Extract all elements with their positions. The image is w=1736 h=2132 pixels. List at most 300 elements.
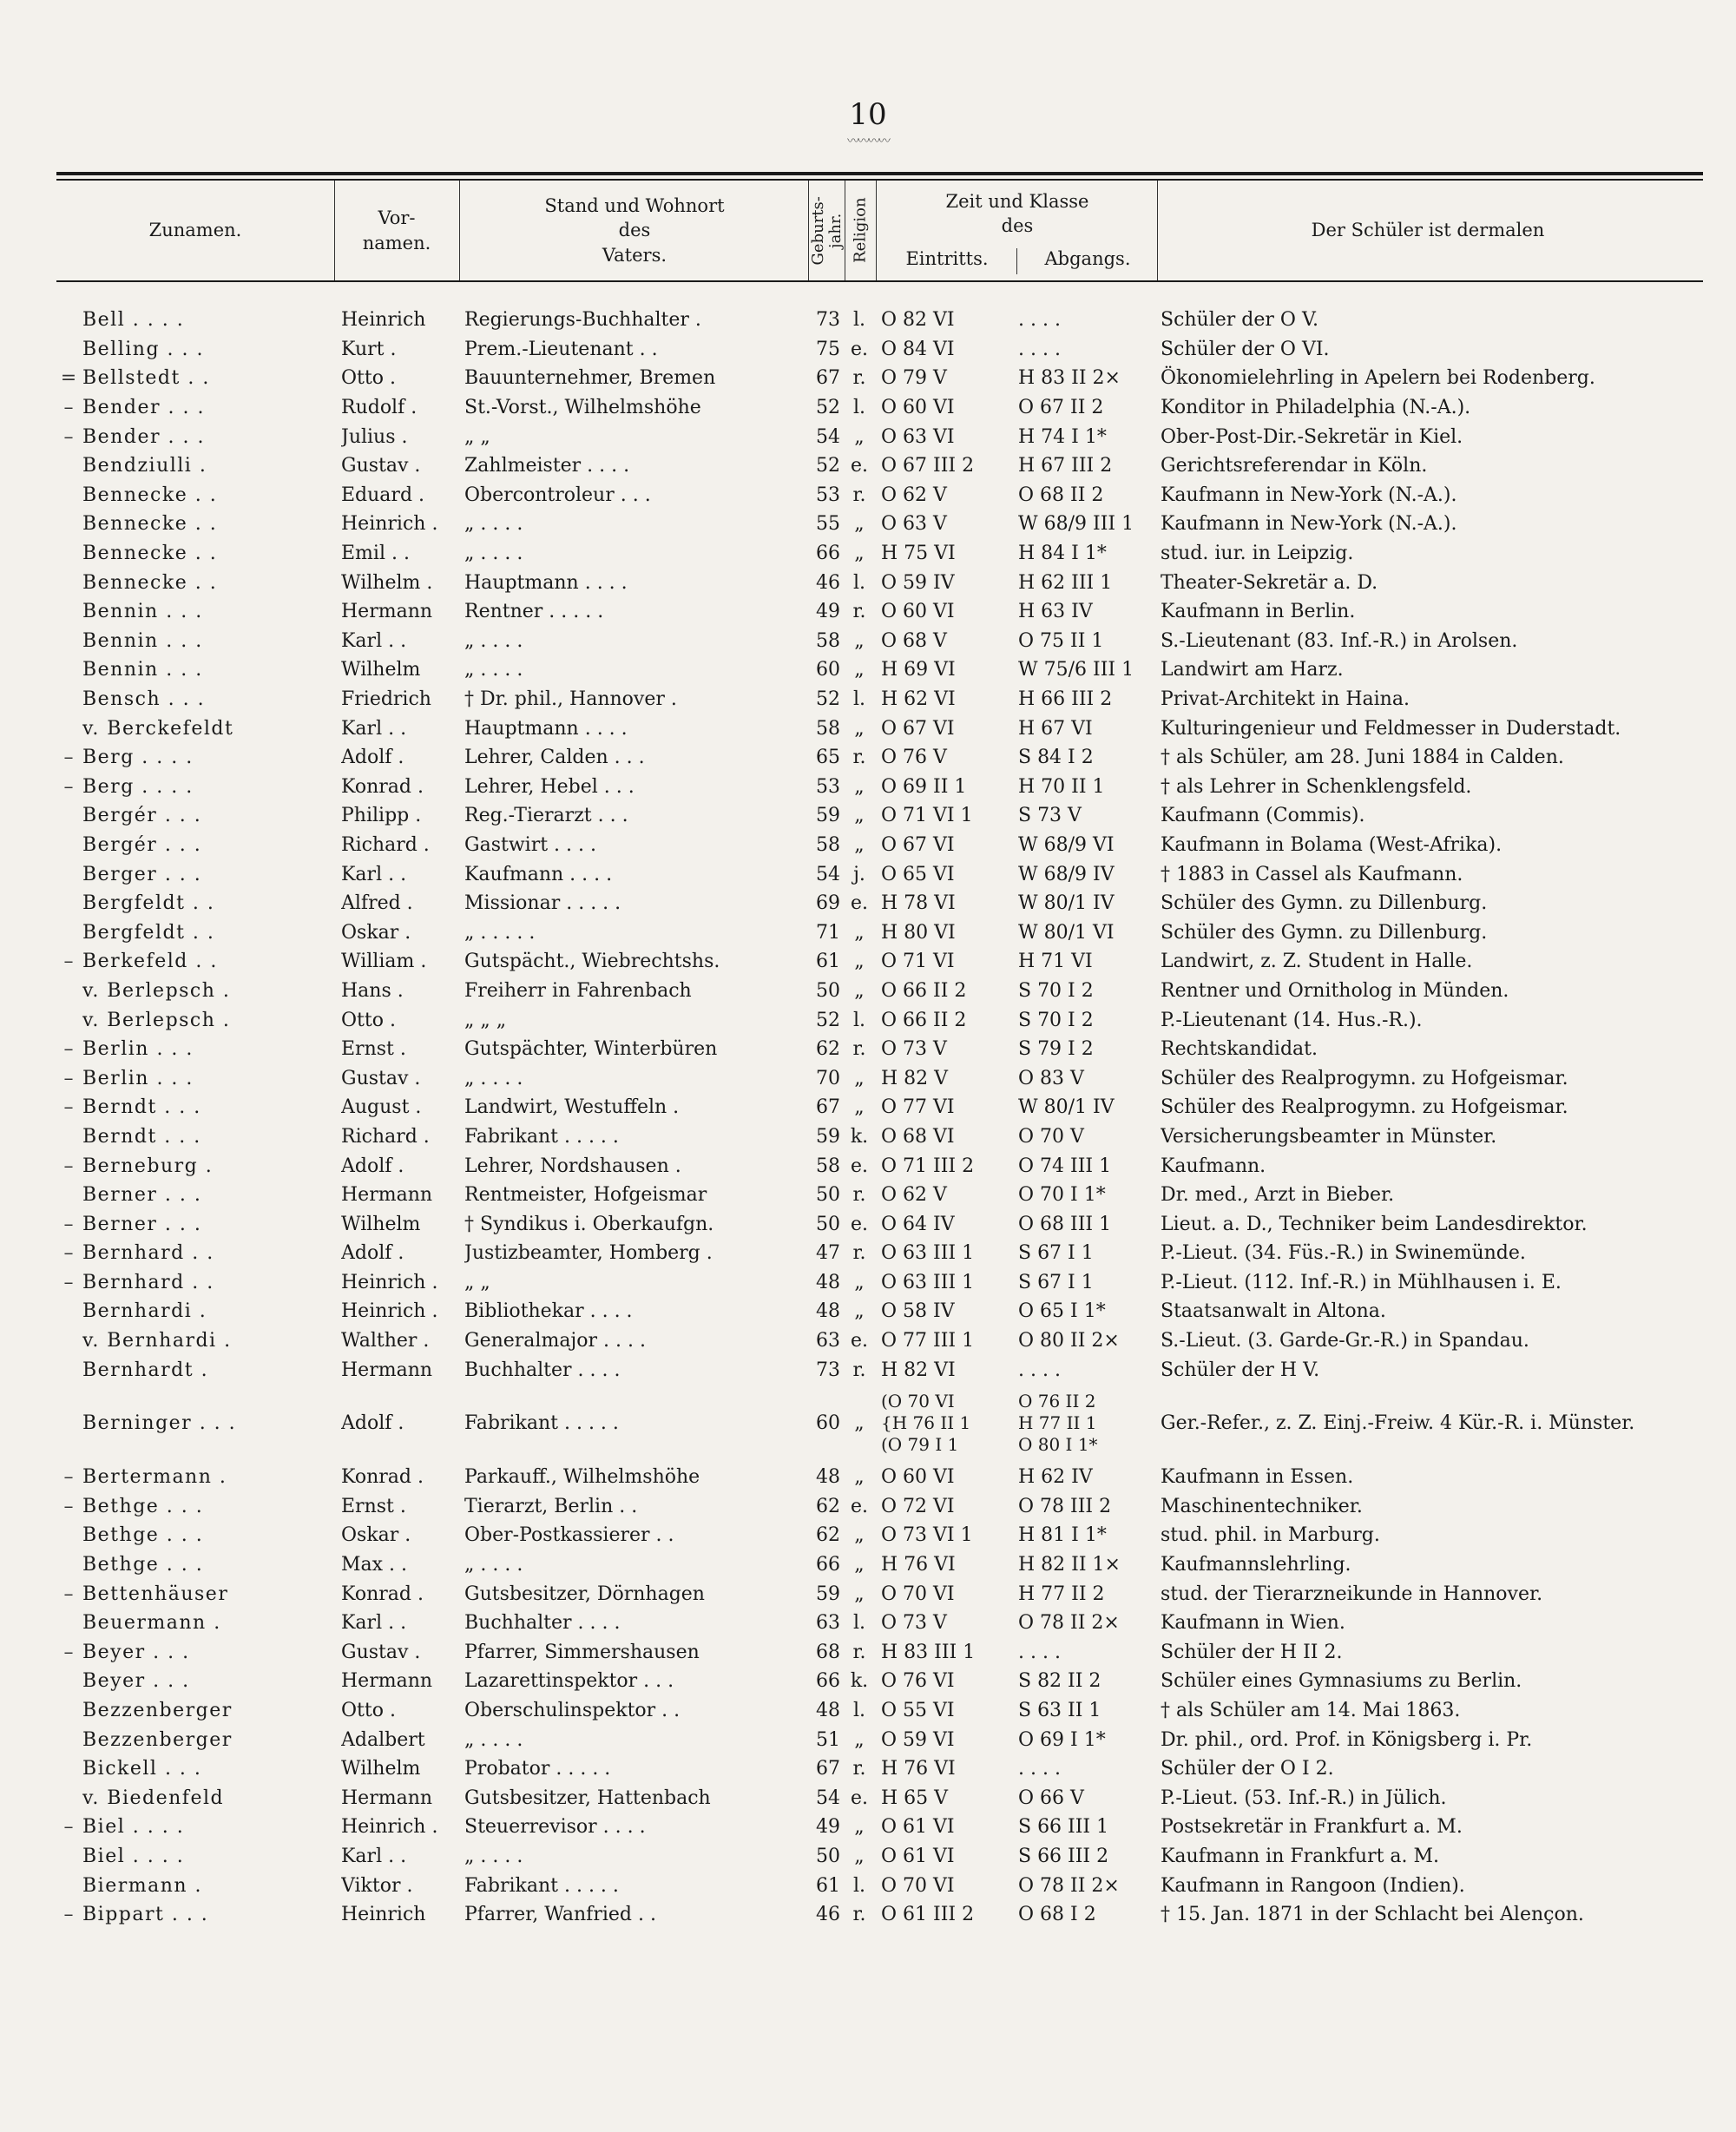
table-row [56, 393, 1703, 423]
row-mark: – [63, 1641, 74, 1663]
current-status-cell: Schüler des Gymn. zu Dillenburg. [1161, 892, 1488, 915]
row-mark [56, 1667, 81, 1696]
row-mark: – [63, 1271, 74, 1293]
given-name-cell: Eduard . [341, 484, 425, 506]
exit-cell: S 67 I 1 [1018, 1242, 1094, 1265]
surname-cell: Bippart . . . [82, 1904, 209, 1926]
header-religion: Religion [851, 197, 870, 264]
surname-cell: Bellstedt . . [82, 367, 210, 390]
father-cell: „ . . . . [464, 513, 523, 536]
exit-cell: O 74 III 1 [1018, 1155, 1112, 1177]
row-mark [56, 1754, 81, 1784]
given-name-cell: William . [341, 951, 427, 973]
given-name-cell: Adalbert [341, 1728, 425, 1751]
father-cell: Steuerrevisor . . . . [464, 1816, 646, 1839]
father-cell: „ . . . . [464, 1067, 523, 1089]
surname-cell: v. Biedenfeld [82, 1787, 225, 1809]
birth-year-cell: 65 [816, 747, 840, 769]
birth-year-cell: 48 [816, 1300, 840, 1323]
row-mark [56, 568, 81, 597]
birth-year-cell: 51 [816, 1728, 840, 1751]
table-row [56, 627, 1703, 656]
birth-year-cell: 50 [816, 1184, 840, 1207]
surname-cell: Bergfeldt . . [82, 892, 215, 915]
row-mark: – [63, 951, 74, 973]
row-mark [56, 889, 81, 918]
surname-cell: Bennecke . . [82, 571, 218, 594]
current-status-cell: Gerichtsreferendar in Köln. [1161, 455, 1428, 477]
father-cell: „ „ „ [464, 1009, 507, 1031]
given-name-cell: Heinrich . [341, 1271, 438, 1293]
father-cell: Zahlmeister . . . . [464, 455, 630, 477]
birth-year-cell: 66 [816, 1670, 840, 1693]
religion-cell: e. [850, 1787, 868, 1809]
row-mark [56, 655, 81, 685]
row-mark [56, 1005, 81, 1035]
religion-cell: e. [850, 892, 868, 915]
surname-cell: Biel . . . . [82, 1816, 185, 1839]
father-cell: Probator . . . . . [464, 1758, 611, 1780]
religion-cell: „ [854, 1271, 865, 1293]
table-row [56, 1638, 1703, 1668]
surname-cell: v. Berlepsch . [82, 979, 231, 1002]
header-divider [876, 181, 877, 280]
birth-year-cell: 67 [816, 367, 840, 390]
exit-cell: H 71 VI [1018, 951, 1093, 973]
header-now: Der Schüler ist dermalen [1311, 220, 1545, 241]
given-name-cell: Ernst . [341, 1038, 406, 1061]
current-status-cell: Ökonomielehrling in Apelern bei Rodenberg. [1161, 367, 1595, 390]
table-row [56, 1035, 1703, 1064]
table-row [56, 1725, 1703, 1754]
surname-cell: Belling . . . [82, 338, 205, 360]
birth-year-cell: 47 [816, 1242, 840, 1265]
surname-cell: Bethge . . . [82, 1524, 204, 1547]
header-father: Stand und Wohnort des Vaters. [544, 194, 725, 266]
entry-cell: H 75 VI [881, 543, 956, 565]
row-mark: – [63, 1067, 74, 1089]
table-row [56, 1093, 1703, 1122]
row-mark: – [63, 1242, 74, 1265]
surname-cell: Berg . . . . [82, 775, 194, 798]
table-row [56, 451, 1703, 481]
page-number: 10 [849, 97, 887, 132]
given-name-cell: Adolf . [341, 747, 404, 769]
current-status-cell: Kulturingenieur und Feldmesser in Duderstadt. [1161, 717, 1621, 740]
religion-cell: e. [850, 1213, 868, 1235]
birth-year-cell: 73 [816, 309, 840, 332]
given-name-cell: Heinrich . [341, 513, 438, 536]
birth-year-cell: 49 [816, 601, 840, 623]
father-cell: Gutsbesitzer, Dörnhagen [464, 1583, 705, 1605]
current-status-cell: Kaufmann in Rangoon (Indien). [1161, 1874, 1465, 1897]
entry-cell: O 66 II 2 [881, 979, 967, 1002]
surname-cell: Biermann . [82, 1874, 203, 1897]
current-status-cell: Landwirt am Harz. [1161, 659, 1344, 681]
exit-cell: S 70 I 2 [1018, 979, 1094, 1002]
given-name-cell: Konrad . [341, 1583, 424, 1605]
table-row [56, 1297, 1703, 1326]
entry-cell: O 60 VI [881, 1466, 955, 1489]
current-status-cell: Kaufmann in Wien. [1161, 1612, 1345, 1635]
header-divider [1157, 181, 1158, 280]
entry-cell: O 61 VI [881, 1816, 955, 1839]
surname-cell: Bergér . . . [82, 805, 202, 827]
birth-year-cell: 52 [816, 455, 840, 477]
table-row [56, 1463, 1703, 1492]
row-mark: – [63, 1213, 74, 1235]
father-cell: Bauunternehmer, Bremen [464, 367, 716, 390]
row-mark: – [63, 1466, 74, 1489]
given-name-cell: Heinrich [341, 309, 426, 332]
exit-cell: O 65 I 1* [1018, 1300, 1106, 1323]
given-name-cell: Wilhelm . [341, 571, 433, 594]
religion-cell: k. [850, 1125, 869, 1148]
entry-cell: O 76 V [881, 747, 947, 769]
current-status-cell: S.-Lieutenant (83. Inf.-R.) in Arolsen. [1161, 629, 1518, 652]
exit-cell: H 67 VI [1018, 717, 1093, 740]
surname-cell: Bethge . . . [82, 1554, 204, 1576]
entry-cell: O 71 VI 1 [881, 805, 973, 827]
row-mark: – [63, 397, 74, 419]
current-status-cell: S.-Lieut. (3. Garde-Gr.-R.) in Spandau. [1161, 1330, 1529, 1352]
entry-cell: O 66 II 2 [881, 1009, 967, 1031]
table-row [56, 597, 1703, 627]
birth-year-cell: 70 [816, 1067, 840, 1089]
entry-cell: O 63 VI [881, 425, 955, 448]
religion-cell: „ [854, 805, 865, 827]
row-mark [56, 1550, 81, 1580]
religion-cell: „ [854, 717, 865, 740]
exit-cell: O 66 V [1018, 1787, 1084, 1809]
entry-cell: O 71 III 2 [881, 1155, 975, 1177]
row-mark [56, 335, 81, 365]
birth-year-cell: 62 [816, 1524, 840, 1547]
religion-cell: „ [854, 979, 865, 1002]
current-status-cell: Kaufmann. [1161, 1155, 1266, 1177]
exit-cell: W 68/9 III 1 [1018, 513, 1134, 536]
table-row [56, 481, 1703, 510]
father-cell: St.-Vorst., Wilhelmshöhe [464, 397, 701, 419]
entry-cell: O 59 IV [881, 571, 955, 594]
entry-cell: H 76 VI [881, 1554, 956, 1576]
exit-cell: O 78 II 2× [1018, 1612, 1120, 1635]
entry-cell: O 73 V [881, 1038, 947, 1061]
given-name-cell: Otto . [341, 367, 396, 390]
row-mark [56, 1696, 81, 1726]
entry-cell: O 64 IV [881, 1213, 955, 1235]
religion-cell: e. [850, 455, 868, 477]
father-cell: Tierarzt, Berlin . . [464, 1495, 638, 1517]
exit-cell: S 63 II 1 [1018, 1700, 1101, 1722]
religion-cell: „ [854, 659, 865, 681]
given-name-cell: Karl . . [341, 1845, 407, 1867]
current-status-cell: Kaufmann in Bolama (West-Afrika). [1161, 833, 1503, 856]
birth-year-cell: 54 [816, 863, 840, 885]
header-surname: Zunamen. [148, 220, 242, 241]
exit-cell: H 83 II 2× [1018, 367, 1121, 390]
exit-cell: O 70 I 1* [1018, 1184, 1106, 1207]
father-cell: Pfarrer, Simmershausen [464, 1641, 700, 1663]
surname-cell: Bickell . . . [82, 1758, 202, 1780]
religion-cell: r. [852, 1038, 866, 1061]
page-ornament: 〰〰〰〰 [847, 135, 889, 148]
table-row [56, 889, 1703, 918]
table-row [56, 1813, 1703, 1842]
table-row [56, 1385, 1703, 1463]
row-mark [56, 627, 81, 656]
father-cell: Prem.-Lieutenant . . [464, 338, 658, 360]
table-row [56, 1239, 1703, 1268]
birth-year-cell: 69 [816, 892, 840, 915]
birth-year-cell: 52 [816, 688, 840, 711]
given-name-cell: Heinrich . [341, 1300, 438, 1323]
current-status-cell: Schüler der O V. [1161, 309, 1318, 332]
current-status-cell: stud. iur. in Leipzig. [1161, 543, 1354, 565]
row-mark [56, 1297, 81, 1326]
exit-cell: O 80 II 2× [1018, 1330, 1120, 1352]
table-row [56, 685, 1703, 714]
given-name-cell: Julius . [341, 425, 408, 448]
entry-cell: O 61 III 2 [881, 1904, 975, 1926]
religion-cell: l. [852, 1612, 866, 1635]
exit-cell: H 70 II 1 [1018, 775, 1105, 798]
entry-cell: O 62 V [881, 1184, 947, 1207]
entry-cell: H 65 V [881, 1787, 949, 1809]
surname-cell: Bergér . . . [82, 833, 202, 856]
surname-cell: Berner . . . [82, 1184, 202, 1207]
entry-cell: H 78 VI [881, 892, 956, 915]
row-mark: – [63, 747, 74, 769]
entry-cell: O 69 II 1 [881, 775, 967, 798]
surname-cell: v. Berckefeldt [82, 717, 234, 740]
surname-cell: Berger . . . [82, 863, 202, 885]
entry-cell: O 70 VI [881, 1874, 955, 1897]
surname-cell: Bell . . . . [82, 309, 185, 332]
birth-year-cell: 48 [816, 1466, 840, 1489]
row-mark [56, 510, 81, 539]
entry-cell: O 63 V [881, 513, 947, 536]
religion-cell: r. [852, 747, 866, 769]
exit-cell: H 81 I 1* [1018, 1524, 1107, 1547]
exit-cell: H 84 I 1* [1018, 543, 1107, 565]
given-name-cell: Gustav . [341, 455, 421, 477]
table-row [56, 1871, 1703, 1900]
table-header [56, 181, 1703, 280]
exit-cell: H 62 III 1 [1018, 571, 1113, 594]
current-status-cell: Kaufmann in Essen. [1161, 1466, 1354, 1489]
entry-cell: O 77 III 1 [881, 1330, 975, 1352]
current-status-cell: Maschinentechniker. [1161, 1495, 1363, 1517]
exit-cell: O 67 II 2 [1018, 397, 1104, 419]
entry-cell: O 73 V [881, 1612, 947, 1635]
table-row [56, 918, 1703, 947]
table-row [56, 1784, 1703, 1813]
row-mark [56, 1385, 81, 1463]
father-cell: „ „ [464, 1271, 490, 1293]
surname-cell: Bensch . . . [82, 688, 206, 711]
religion-cell: k. [850, 1670, 869, 1693]
exit-cell: S 79 I 2 [1018, 1038, 1094, 1061]
religion-cell: l. [852, 1874, 866, 1897]
surname-cell: Bergfeldt . . [82, 921, 215, 944]
religion-cell: „ [854, 1412, 865, 1435]
table-row [56, 947, 1703, 977]
father-cell: Bibliothekar . . . . [464, 1300, 633, 1323]
row-mark: – [63, 1816, 74, 1839]
religion-cell: „ [854, 833, 865, 856]
table-row [56, 335, 1703, 365]
table-row [56, 1209, 1703, 1239]
entry-cell: H 82 V [881, 1067, 949, 1089]
entry-cell: O 67 III 2 [881, 455, 975, 477]
religion-cell: l. [852, 397, 866, 419]
surname-cell: Berner . . . [82, 1213, 202, 1235]
row-mark: – [63, 425, 74, 448]
entry-cell: O 72 VI [881, 1495, 955, 1517]
birth-year-cell: 58 [816, 629, 840, 652]
table-row [56, 1579, 1703, 1609]
entry-cell: O 73 VI 1 [881, 1524, 973, 1547]
surname-cell: Bertermann . [82, 1466, 227, 1489]
exit-cell: S 66 III 2 [1018, 1845, 1109, 1867]
current-status-cell: Schüler des Realprogymn. zu Hofgeismar. [1161, 1067, 1568, 1089]
current-status-cell: Schüler der H II 2. [1161, 1641, 1343, 1663]
given-name-cell: Heinrich [341, 1904, 426, 1926]
header-rule-thick [56, 172, 1703, 175]
surname-cell: Bernhardt . [82, 1359, 209, 1381]
father-cell: Fabrikant . . . . . [464, 1874, 619, 1897]
surname-cell: Biel . . . . [82, 1845, 185, 1867]
given-name-cell: Adolf . [341, 1155, 404, 1177]
current-status-cell: Kaufmann in Berlin. [1161, 601, 1356, 623]
exit-cell: S 82 II 2 [1018, 1670, 1101, 1693]
birth-year-cell: 71 [816, 921, 840, 944]
exit-cell: O 75 II 1 [1018, 629, 1104, 652]
religion-cell: j. [853, 863, 865, 885]
current-status-cell: stud. phil. in Marburg. [1161, 1524, 1380, 1547]
father-cell: „ . . . . . [464, 921, 536, 944]
birth-year-cell: 48 [816, 1271, 840, 1293]
table-row [56, 1667, 1703, 1696]
birth-year-cell: 66 [816, 1554, 840, 1576]
father-cell: „ „ [464, 425, 490, 448]
religion-cell: „ [854, 1466, 865, 1489]
current-status-cell: P.-Lieut. (53. Inf.-R.) in Jülich. [1161, 1787, 1447, 1809]
current-status-cell: Schüler der O VI. [1161, 338, 1330, 360]
birth-year-cell: 52 [816, 397, 840, 419]
entry-cell: O 60 VI [881, 397, 955, 419]
exit-cell: H 66 III 2 [1018, 688, 1113, 711]
father-cell: Kaufmann . . . . [464, 863, 613, 885]
current-status-cell: Schüler eines Gymnasiums zu Berlin. [1161, 1670, 1522, 1693]
father-cell: Pfarrer, Wanfried . . [464, 1904, 656, 1926]
given-name-cell: Hermann [341, 1787, 433, 1809]
given-name-cell: August . [341, 1096, 422, 1119]
birth-year-cell: 60 [816, 1412, 840, 1435]
given-name-cell: Viktor . [341, 1874, 413, 1897]
header-divider [459, 181, 460, 280]
current-status-cell: Kaufmann in New-York (N.-A.). [1161, 484, 1457, 506]
row-mark [56, 977, 81, 1006]
current-status-cell: Schüler der H V. [1161, 1359, 1320, 1381]
table-row [56, 773, 1703, 802]
entry-cell: H 69 VI [881, 659, 956, 681]
given-name-cell: Ernst . [341, 1495, 406, 1517]
birth-year-cell: 49 [816, 1816, 840, 1839]
father-cell: Gutspächter, Winterbüren [464, 1038, 718, 1061]
header-rule-bottom [56, 280, 1703, 282]
current-status-cell: Rechtskandidat. [1161, 1038, 1318, 1061]
religion-cell: „ [854, 1728, 865, 1751]
current-status-cell: Kaufmann (Commis). [1161, 805, 1365, 827]
given-name-cell: Kurt . [341, 338, 397, 360]
birth-year-cell: 63 [816, 1330, 840, 1352]
current-status-cell: † als Schüler am 14. Mai 1863. [1161, 1700, 1461, 1722]
surname-cell: Bennin . . . [82, 629, 203, 652]
exit-cell: O 83 V [1018, 1067, 1084, 1089]
exit-cell: H 74 I 1* [1018, 425, 1107, 448]
father-cell: Lehrer, Calden . . . [464, 747, 645, 769]
religion-cell: r. [852, 484, 866, 506]
surname-cell: Bernhardi . [82, 1300, 207, 1323]
table-row [56, 306, 1703, 335]
religion-cell: r. [852, 367, 866, 390]
entry-cell: O 71 VI [881, 951, 955, 973]
surname-cell: Bennecke . . [82, 484, 218, 506]
table-row [56, 568, 1703, 597]
birth-year-cell: 62 [816, 1495, 840, 1517]
row-mark [56, 859, 81, 889]
given-name-cell: Adolf . [341, 1242, 404, 1265]
surname-cell: Bethge . . . [82, 1495, 204, 1517]
religion-cell: „ [854, 629, 865, 652]
header-exit: Abgangs. [1044, 248, 1131, 269]
birth-year-cell: 52 [816, 1009, 840, 1031]
given-name-cell: Wilhelm [341, 1758, 421, 1780]
table-row [56, 1609, 1703, 1638]
birth-year-cell: 46 [816, 1904, 840, 1926]
father-cell: „ . . . . [464, 543, 523, 565]
current-status-cell: P.-Lieutenant (14. Hus.-R.). [1161, 1009, 1423, 1031]
entry-cell: O 59 VI [881, 1728, 955, 1751]
row-mark [56, 451, 81, 481]
father-cell: Lehrer, Hebel . . . [464, 775, 635, 798]
father-cell: Regierungs-Buchhalter . [464, 309, 701, 332]
surname-cell: Bennin . . . [82, 601, 203, 623]
table-row [56, 714, 1703, 743]
exit-cell: H 77 II 2 [1018, 1583, 1105, 1605]
birth-year-cell: 58 [816, 1155, 840, 1177]
header-time-class: Zeit und Klasse des [945, 191, 1089, 237]
birth-year-cell: 54 [816, 425, 840, 448]
religion-cell: l. [852, 309, 866, 332]
current-status-cell: Staatsanwalt in Altona. [1161, 1300, 1386, 1323]
header-year: Geburts- jahr. [809, 195, 845, 266]
given-name-cell: Oskar . [341, 1524, 411, 1547]
given-name-cell: Karl . . [341, 863, 407, 885]
surname-cell: Berlin . . . [82, 1038, 194, 1061]
entry-cell: O 76 VI [881, 1670, 955, 1693]
row-mark: – [63, 775, 74, 798]
surname-cell: Bernhard . . [82, 1271, 214, 1293]
father-cell: Buchhalter . . . . [464, 1612, 621, 1635]
table-row [56, 655, 1703, 685]
father-cell: Freiherr in Fahrenbach [464, 979, 692, 1002]
exit-cell: O 68 III 1 [1018, 1213, 1112, 1235]
student-table [56, 306, 1703, 1929]
table-row [56, 1754, 1703, 1784]
